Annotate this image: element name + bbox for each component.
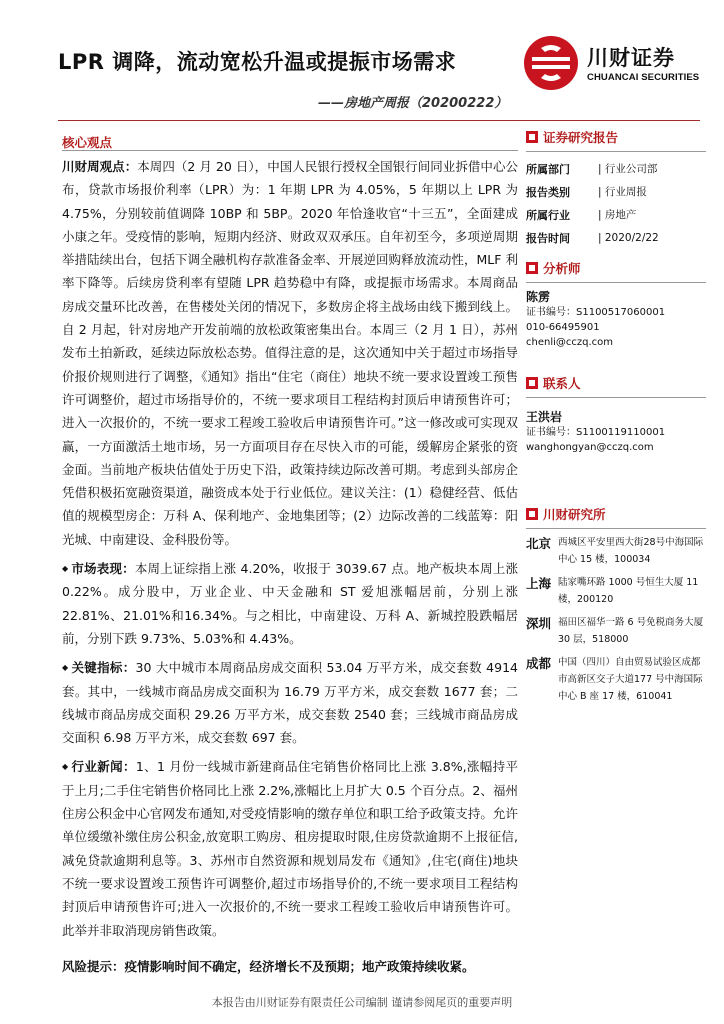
label-news: 行业新闻： bbox=[71, 759, 136, 775]
logo-english-name: CHUANCAI SECURITIES bbox=[587, 72, 700, 83]
analyst-name: 陈雳 bbox=[526, 290, 551, 304]
bullet-icon: ◆ bbox=[62, 663, 69, 673]
logo-chinese-name: 川财证券 bbox=[587, 46, 675, 70]
institute-heading: 川财研究所 bbox=[526, 505, 706, 523]
paragraph-news: ◆ 行业新闻：1、1 月份一线城市新建商品住宅销售价格同比上涨 3.8%,涨幅持平于上月;二手住宅销售价格同比上涨 2.2%,涨幅比上月扩大 0.5 个百分点。2、福州住房公积金中心官网发布通知,对受疫情影响的缴存单位和职工给予政策支持。允许单位缓缴补缴住房公积金,放宽职工购房、租房提取时限,住房贷款逾期不上报征信,减免贷款逾期利息等。3、苏州市自然资源和规划局发布《通知》,住宅(商住)地块不统一要求设置竣工预售许可调整价,超过市场指导价的,不统一要求项目工程结构封顶后申请预售许可;进入一次报价的,不统一要求工程竣工验收后申请预售许可。此举并非取消现房销售政策。 bbox=[62, 759, 518, 938]
office-address: 上海 陆家嘴环路 1000 号恒生大厦 11 楼，200120 bbox=[526, 576, 699, 605]
logo-mark-icon bbox=[524, 36, 578, 90]
report-info-row: 所属行业 | 房地产 bbox=[526, 208, 637, 222]
section-marker-icon bbox=[526, 131, 538, 143]
risk-warning: 风险提示：疫情影响时间不确定，经济增长不及预期；地产政策持续收紧。 bbox=[62, 959, 475, 974]
core-body bbox=[62, 155, 518, 942]
bullet-icon: ◆ bbox=[62, 762, 69, 772]
office-address: 成都 中国（四川）自由贸易试验区成都市高新区交子大道177 号中海国际中心 B 座 17 楼，610041 bbox=[526, 656, 703, 702]
section-marker-icon bbox=[526, 377, 538, 389]
report-info-row: 报告时间 | 2020/2/22 bbox=[526, 231, 659, 245]
bullet-icon: ◆ bbox=[62, 564, 69, 574]
core-heading: 核心观点 bbox=[62, 135, 113, 150]
section-divider bbox=[526, 528, 706, 529]
page-footer: 本报告由川财证券有限责任公司编制 谨请参阅尾页的重要声明 bbox=[211, 996, 513, 1009]
report-info-row: 所属部门 | 行业公司部 bbox=[526, 162, 658, 176]
report-info-heading: 证券研究报告 bbox=[526, 128, 706, 146]
office-address: 北京 西城区平安里西大街28号中海国际中心 15 楼，100034 bbox=[526, 536, 704, 565]
contact-email[interactable]: wanghongyan@cczq.com bbox=[526, 442, 654, 453]
contact-heading: 联系人 bbox=[526, 374, 706, 392]
contact-name: 王洪岩 bbox=[526, 410, 563, 424]
report-subtitle: ——房地产周报（20200222） bbox=[318, 96, 508, 111]
sidebar bbox=[526, 128, 706, 711]
analyst-email[interactable]: chenli@cczq.com bbox=[526, 337, 614, 348]
section-divider bbox=[526, 151, 706, 152]
analyst-heading: 分析师 bbox=[526, 259, 706, 277]
section-divider bbox=[526, 282, 706, 283]
paragraph-market: ◆ 市场表现：本周上证综指上涨 4.20%，收报于 3039.67 点。地产板块本周上涨 0.22%。成分股中，万业企业、中天金融和 ST 爱旭涨幅居前，分别上涨 22.81%、21.01%和16.34%。与之相比，中南建设、万科 A、新城控股跌幅居前，分别下跌 9.73%、5.03%和 4.43%。 bbox=[62, 561, 518, 646]
label-weekly-view: 川财周观点： bbox=[62, 159, 138, 174]
paragraph-indicators: ◆ 关键指标：30 大中城市本周商品房成交面积 53.04 万平方米，成交套数 4914 套。其中，一线城市商品房成交面积为 16.79 万平方米，成交套数 1677 套；二线城市商品房成交面积 29.26 万平方米，成交套数 2540 套；三线城市商品房成交面积 6.98 万平方米，成交套数 697 套。 bbox=[62, 660, 518, 746]
report-title: LPR 调降，流动宽松升温或提振市场需求 bbox=[58, 50, 457, 74]
label-market: 市场表现： bbox=[71, 561, 135, 577]
paragraph-weekly-view: 川财周观点：本周四（2 月 20 日），中国人民银行授权全国银行间同业拆借中心公布，贷款市场报价利率（LPR）为：1 年期 LPR 为 4.05%，5 年期以上 LPR 为 4.75%，分别较前值调降 10BP 和 5BP。2020 年恰逢收官“十三五”，全面建成小康之年。受疫情的影响，短期内经济、财政双双承压。自年初至今，多项逆周期举措陆续出台，包括下调全融机构存款准备金率、开展逆回购释放流动性，MLF 利率下降等。后续房贷利率有望随 LPR 趋势稳中有降，或提振市场需求。本周商品房成交量环比改善，在售楼处关闭的情况下，多数房企将主战场由线下搬到线上。自 2 月起，针对房地产开发前端的放松政策密集出台。本周三（2 月 1 日），苏州发布土拍新政，延续边际放松态势。值得注意的是，这次通知中关于超过市场指导价报价规则进行了调整，《通知》指出“住宅（商住）地块不统一要求设置竣工预售许可调整价，超过市场指导价的，不统一要求项目工程结构封顶后申请预售许可；进入一次报价的，不统一要求工程竣工验收后申请预售许可。”这一修改或可实现双赢，一方面激活土地市场，另一方面项目存在尽快入市的可能，缓解房企紧张的资金面。当前地产板块估值处于历史下沿，政策持续边际改善可期。考虑到头部房企凭借积极拓宽融资渠道，融资成本处于行业低位。建议关注：(1）稳健经营、低估值的规模型房企：万科 A、保利地产、金地集团等；(2）边际改善的二线蓝筹：阳光城、中南建设、金科股份等。 bbox=[62, 159, 518, 547]
core-divider bbox=[62, 150, 518, 151]
label-indicators: 关键指标： bbox=[71, 660, 136, 676]
office-address: 深圳 福田区福华一路 6 号免税商务大厦 30 层，518000 bbox=[526, 616, 704, 645]
section-marker-icon bbox=[526, 508, 538, 520]
section-marker-icon bbox=[526, 262, 538, 274]
contact-cert: 证书编号：S1100119110001 bbox=[526, 427, 666, 438]
report-info-row: 报告类别 | 行业周报 bbox=[526, 185, 647, 199]
analyst-cert: 证书编号：S1100517060001 bbox=[526, 307, 666, 318]
company-logo bbox=[524, 36, 704, 92]
header-divider bbox=[58, 120, 700, 121]
analyst-phone: 010-66495901 bbox=[526, 322, 600, 333]
section-divider bbox=[526, 397, 706, 398]
